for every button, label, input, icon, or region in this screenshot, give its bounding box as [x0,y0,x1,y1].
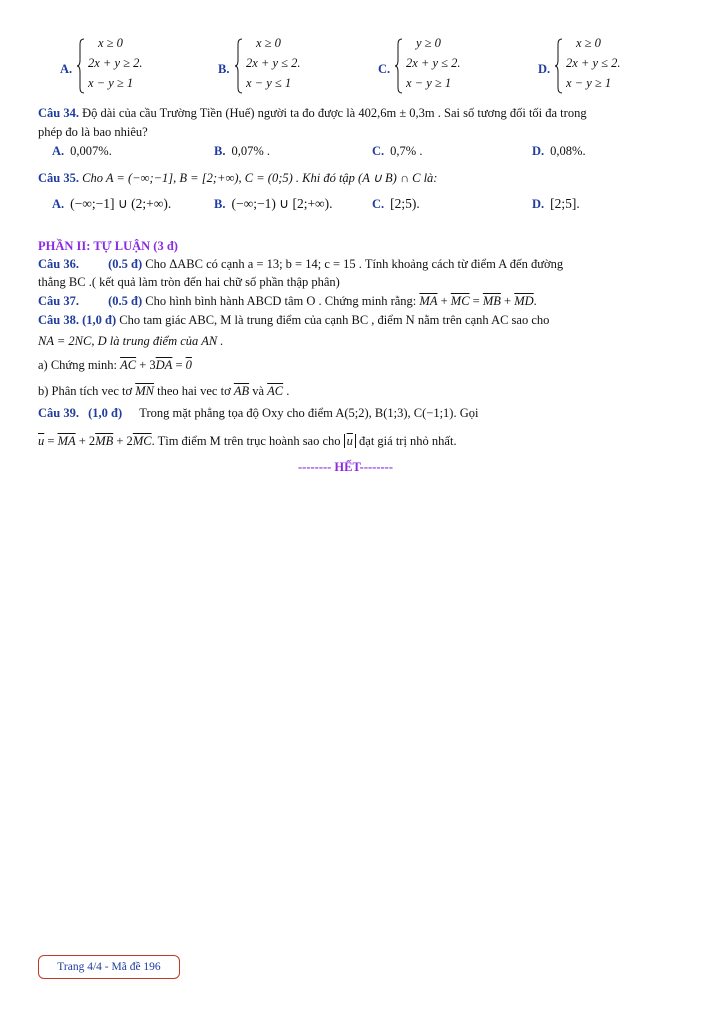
inequality-row: x − y ≥ 1 [566,76,612,90]
inequality-row: 2x + y ≤ 2. [246,56,301,70]
option-label: A. [52,197,65,211]
question-38-text-line2: NA = 2NC, D là trung điểm của AN . [38,334,224,348]
question-number: Câu 36. [38,257,79,271]
option-label: A. [60,62,73,76]
vector-mb: $\overline{MB}$ [95,434,114,448]
vector-u-norm: $\overline{u}$ [346,434,353,448]
question-number: Câu 35. [38,171,79,185]
inequality-system [76,34,186,98]
option-label: D. [532,197,545,211]
option-label: B. [214,144,226,158]
question-38 [38,313,549,328]
section-title: PHẦN II: TỰ LUẬN (3 đ) [38,239,178,253]
inequality-row: y ≥ 0 [416,36,441,50]
option-text: 0,7% . [390,144,423,158]
brace-icon [554,38,563,94]
question-36 [38,257,563,272]
option-label: C. [372,197,385,211]
q39-text2: . Tìm điểm M trên trục hoành sao cho [151,434,344,448]
zero-vector: 0 [185,358,192,372]
vector-mc: $\overline{MC}$ [132,434,152,448]
option-label: C. [378,62,391,76]
inequality-row: x − y ≤ 1 [246,76,292,90]
page-footer: Trang 4/4 - Mã đề 196 [38,955,180,979]
option-text: [2;5]. [550,196,580,211]
question-text: Trong mặt phẳng tọa độ Oxy cho điểm A(5;2), B(1;3), C(−1;1). Gọi [139,406,479,420]
option-label: C. [372,144,385,158]
option-text: 0,07% . [231,144,271,158]
question-number: Câu 37. [38,294,79,308]
end-marker: -------- HẾT-------- [298,460,393,474]
inequality-row: x − y ≥ 1 [406,76,452,90]
inequality-row: x − y ≥ 1 [88,76,134,90]
vector-mn: $\overline{MN}$ [135,384,154,398]
question-36-text-line2: thẳng BC .( kết quả làm tròn đến hai chữ số phần thập phân) [38,275,340,289]
q39-text3: đạt giá trị nhỏ nhất. [355,434,457,448]
inequality-row: 2x + y ≤ 2. [566,56,621,70]
question-text: Cho A = (−∞;−1], B = [2;+∞), C = (0;5) . Khi đó tập (A ∪ B) ∩ C là: [82,171,438,185]
answer-option [532,144,586,159]
option-text: (−∞;−1) ∪ [2;+∞). [231,196,333,211]
answer-option [214,144,270,159]
inequality-system [234,34,344,98]
inequality-row: 2x + y ≤ 2. [406,56,461,70]
question-number: Câu 34. [38,106,79,120]
question-37: Câu 37. (0.5 đ) Cho hình bình hành ABCD tâm O . Chứng minh rằng: $\overline{MA} + \overline{MC} = \overline{MB} + \overline{MD}$. [38,294,537,308]
vector-ab: $\overline{AB}$ [233,384,250,398]
answer-option [372,144,422,159]
question-38-part-b [38,384,289,399]
question-number: Câu 38. [38,313,79,327]
inequality-row: x ≥ 0 [576,36,601,50]
question-34 [38,106,587,121]
inequality-system [394,34,504,98]
option-label: A. [52,144,65,158]
question-39 [38,406,478,421]
vector-mb: $\overline{MB}$ [482,294,501,308]
question-text: Cho ΔABC có cạnh a = 13; b = 14; c = 15 . Tính khoảng cách từ điểm A đến đường [145,257,564,271]
brace-icon [234,38,243,94]
vector-md: $\overline{MD}$ [514,294,534,308]
vector-ac: $\overline{AC}$ [120,358,137,372]
question-points: (1,0 đ) [82,313,117,327]
part-b-mid: theo hai vec tơ [157,384,234,398]
option-text: [2;5). [390,196,420,211]
part-b-end: . [286,384,290,398]
inequality-row: 2x + y ≥ 2. [88,56,143,70]
vector-ma: $\overline{MA}$ [419,294,438,308]
question-points: (1,0 đ) [88,406,123,420]
option-text: 0,007%. [70,144,112,158]
norm-u [344,434,356,448]
question-34-text-line2: phép đo là bao nhiêu? [38,125,148,139]
brace-icon [76,38,85,94]
question-35 [38,170,437,186]
inequality-row: x ≥ 0 [98,36,123,50]
part-a-text: a) Chứng minh: [38,358,121,372]
option-label: B. [218,62,230,76]
answer-option [52,144,112,159]
question-points: (0.5 đ) [108,257,143,271]
inequality-row: x ≥ 0 [256,36,281,50]
vector-ac-b: $\overline{AC}$ [267,384,284,398]
option-text: (−∞;−1] ∪ (2;+∞). [70,196,172,211]
part-b-text: b) Phân tích vec tơ [38,384,136,398]
answer-option [372,196,420,212]
question-39-text-line2: $\overline{u} = \overline{MA} + 2\overline{MB} + 2\overline{MC}$. Tìm điểm M trên trục hoành sao cho $\overline{u}$ đạt giá trị nhỏ nhất. [38,434,457,448]
question-text: Cho tam giác ABC, M là trung điểm của cạnh BC , điểm N nằm trên cạnh AC sao cho [119,313,550,327]
question-points: (0.5 đ) [108,294,143,308]
option-label: D. [532,144,545,158]
vector-da: $\overline{DA}$ [155,358,173,372]
inequality-system [554,34,664,98]
part-b-and: và [252,384,268,398]
answer-option [214,196,333,212]
question-text: Cho hình bình hành ABCD tâm O . Chứng minh rằng: [145,294,420,308]
option-label: D. [538,62,551,76]
question-text: Độ dài của cầu Trường Tiền (Huế) người ta đo được là 402,6m ± 0,3m . Sai số tương đối tối đa trong [82,106,587,120]
vector-mc: $\overline{MC}$ [450,294,470,308]
question-number: Câu 39. [38,406,79,420]
brace-icon [394,38,403,94]
answer-option [532,196,580,212]
option-text: 0,08%. [550,144,586,158]
vector-u: $\overline{u}$ [38,434,45,448]
vector-ma: $\overline{MA}$ [57,434,76,448]
answer-option [52,196,171,212]
question-38-part-a: a) Chứng minh: $\overline{AC} + 3\overline{DA} = 0$ [38,358,192,372]
option-label: B. [214,197,226,211]
